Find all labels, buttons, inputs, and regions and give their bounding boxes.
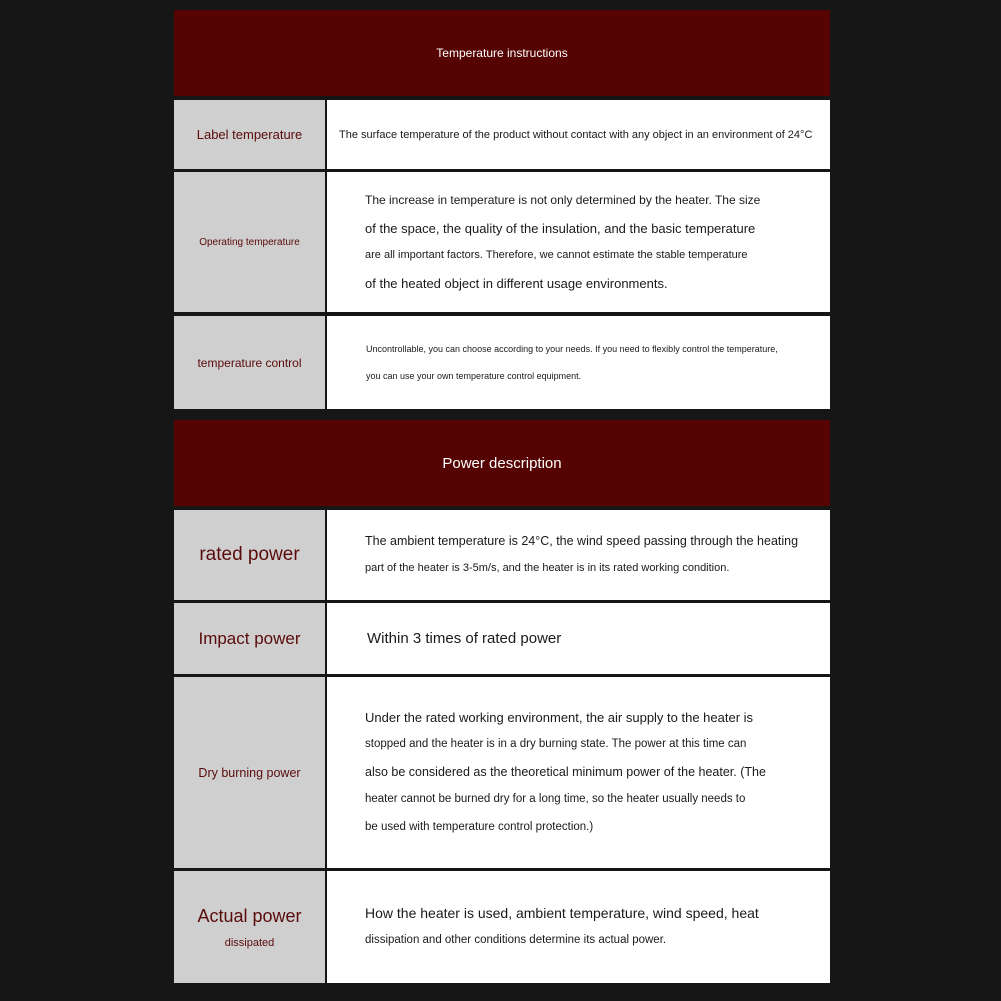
power-section-header [174,420,830,506]
row-sublabel-text: dissipated [224,936,275,949]
power-section-title: Power description [442,454,562,472]
content-line: The increase in temperature is not only determined by the heater. The size [365,193,761,207]
row-label [174,677,325,868]
row-label-text: Dry burning power [198,765,301,780]
row-content [327,677,830,868]
table-row [174,677,830,868]
row-content [327,316,830,409]
row-label [174,172,325,312]
content-line: How the heater is used, ambient temperature, wind speed, heat [365,904,759,921]
row-content [327,172,830,312]
table-row [174,871,830,983]
content-line: Uncontrollable, you can choose according to your needs. If you need to flexibly control the temperature, [366,343,778,354]
row-label [174,100,325,169]
content-line: of the space, the quality of the insulation, and the basic temperature [365,220,756,236]
row-label [174,603,325,674]
content-line: Under the rated working environment, the air supply to the heater is [365,709,754,725]
table-row [174,316,830,409]
content-line: Within 3 times of rated power [367,630,562,647]
row-label [174,871,325,983]
content-line: also be considered as the theoretical minimum power of the heater. (The [365,764,766,779]
row-content [327,603,830,674]
row-content [327,100,830,169]
table-row [174,603,830,674]
row-label-text: temperature control [197,355,302,370]
content-line: you can use your own temperature control equipment. [366,370,582,381]
spec-sheet [174,0,830,1001]
row-content [327,871,830,983]
row-content [327,510,830,600]
row-label-text: Operating temperature [199,236,300,248]
content-line: part of the heater is 3-5m/s, and the heater is in its rated working condition. [365,562,730,574]
row-label-text: Label temperature [196,127,303,142]
content-line: stopped and the heater is in a dry burning state. The power at this time can [365,738,747,751]
content-line: dissipation and other conditions determine its actual power. [365,934,667,946]
content-line: of the heated object in different usage environments. [365,275,668,291]
row-label-text: Actual power [197,905,302,926]
row-label-text: rated power [199,544,300,565]
temperature-section-header [174,10,830,96]
content-line: are all important factors. Therefore, we cannot estimate the stable temperature [365,249,748,261]
content-line: The surface temperature of the product without contact with any object in an environment of 24°C [339,128,813,141]
row-label [174,316,325,409]
table-row [174,100,830,169]
row-label-text: Impact power [198,628,301,648]
table-row [174,172,830,312]
content-line: be used with temperature control protection.) [365,820,594,833]
content-line: The ambient temperature is 24°C, the wind speed passing through the heating [365,533,799,548]
row-label [174,510,325,600]
table-row [174,510,830,600]
temperature-section-title: Temperature instructions [436,46,568,60]
content-line: heater cannot be burned dry for a long time, so the heater usually needs to [365,793,746,806]
